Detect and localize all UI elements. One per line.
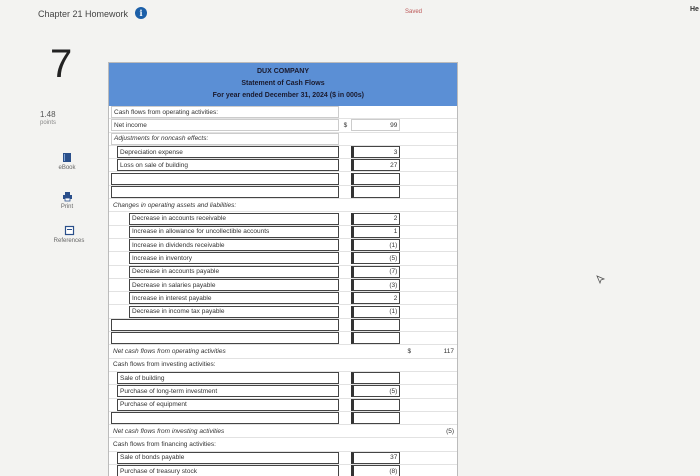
amount-input[interactable]: (5) bbox=[351, 385, 400, 397]
row-label: Net income bbox=[111, 119, 339, 131]
label-input[interactable]: Increase in allowance for uncollectible accounts bbox=[129, 226, 339, 238]
table-row bbox=[109, 159, 457, 172]
label-input[interactable]: Purchase of equipment bbox=[117, 399, 339, 411]
points-label: points bbox=[40, 120, 57, 126]
row-label: Adjustments for noncash effects: bbox=[111, 133, 339, 145]
table-row bbox=[109, 399, 457, 412]
row-label: Cash flows from financing activities: bbox=[113, 441, 216, 449]
table-row bbox=[109, 199, 457, 212]
row-label: Cash flows from operating activities: bbox=[111, 106, 339, 118]
amount-input[interactable]: 99 bbox=[351, 119, 400, 131]
amount-input[interactable]: 2 bbox=[351, 292, 400, 304]
row-label: Net cash flows from operating activities bbox=[113, 347, 226, 355]
amount-input[interactable]: 2 bbox=[351, 213, 400, 225]
amount-input[interactable] bbox=[351, 399, 400, 411]
label-input[interactable]: Decrease in income tax payable bbox=[129, 306, 339, 318]
label-input[interactable] bbox=[111, 186, 339, 198]
amount-input[interactable]: (5) bbox=[351, 252, 400, 264]
label-input[interactable]: Sale of building bbox=[117, 372, 339, 384]
table-row bbox=[109, 465, 457, 476]
table-row bbox=[109, 319, 457, 332]
amount-input[interactable] bbox=[351, 412, 400, 424]
table-row bbox=[109, 266, 457, 279]
statement-header bbox=[109, 63, 457, 106]
print-label: Print bbox=[60, 204, 74, 210]
saved-status: Saved bbox=[405, 9, 423, 15]
table-row bbox=[109, 438, 457, 451]
amount-input[interactable] bbox=[351, 173, 400, 185]
table-row bbox=[109, 252, 457, 265]
row-label: Cash flows from investing activities: bbox=[113, 361, 216, 369]
table-row bbox=[109, 425, 457, 438]
table-row bbox=[109, 146, 457, 159]
references-button[interactable] bbox=[44, 225, 94, 244]
label-input[interactable]: Loss on sale of building bbox=[117, 159, 339, 171]
table-row bbox=[109, 186, 457, 199]
table-row bbox=[109, 372, 457, 385]
printer-icon bbox=[62, 191, 73, 202]
table-row bbox=[109, 226, 457, 239]
amount-input[interactable] bbox=[351, 332, 400, 344]
table-row bbox=[109, 345, 457, 358]
points-display bbox=[40, 110, 56, 128]
amount-input[interactable]: (3) bbox=[351, 279, 400, 291]
amount-input[interactable]: (8) bbox=[351, 465, 400, 476]
amount-input[interactable] bbox=[351, 372, 400, 384]
book-icon bbox=[62, 152, 72, 163]
amount-input[interactable]: 27 bbox=[351, 159, 400, 171]
table-row bbox=[109, 133, 457, 146]
amount-input[interactable]: (1) bbox=[351, 239, 400, 251]
label-input[interactable]: Sale of bonds payable bbox=[117, 452, 339, 464]
company-name: DUX COMPANY bbox=[257, 68, 309, 75]
table-row bbox=[109, 106, 457, 119]
ebook-button[interactable] bbox=[42, 152, 92, 171]
label-input[interactable]: Decrease in accounts payable bbox=[129, 266, 339, 278]
statement-period: For year ended December 31, 2024 ($ in 000s) bbox=[212, 92, 364, 99]
label-input[interactable] bbox=[111, 412, 339, 424]
amount-input[interactable]: (7) bbox=[351, 266, 400, 278]
mouse-cursor-icon bbox=[596, 275, 606, 285]
table-row bbox=[109, 452, 457, 465]
amount-input[interactable]: 37 bbox=[351, 452, 400, 464]
label-input[interactable]: Increase in dividends receivable bbox=[129, 239, 339, 251]
table-row bbox=[109, 239, 457, 252]
table-row bbox=[109, 412, 457, 425]
amount-input[interactable] bbox=[351, 186, 400, 198]
label-input[interactable] bbox=[111, 332, 339, 344]
amount-input[interactable]: 1 bbox=[351, 226, 400, 238]
statement-title: Statement of Cash Flows bbox=[241, 80, 325, 87]
table-row bbox=[109, 172, 457, 185]
table-row bbox=[109, 212, 457, 225]
table-row bbox=[109, 279, 457, 292]
question-number: 7 bbox=[50, 42, 73, 86]
top-bar bbox=[0, 0, 700, 28]
references-icon bbox=[64, 225, 75, 236]
table-row bbox=[109, 332, 457, 345]
label-input[interactable]: Decrease in accounts receivable bbox=[129, 213, 339, 225]
label-input[interactable] bbox=[111, 173, 339, 185]
chapter-title: Chapter 21 Homework bbox=[38, 9, 129, 19]
table-row bbox=[109, 385, 457, 398]
label-input[interactable]: Decrease in salaries payable bbox=[129, 279, 339, 291]
references-label: References bbox=[53, 238, 85, 244]
amount-input[interactable]: 3 bbox=[351, 146, 400, 158]
label-input[interactable]: Increase in inventory bbox=[129, 252, 339, 264]
row-label: Net cash flows from investing activities bbox=[113, 427, 225, 435]
table-row bbox=[109, 305, 457, 318]
amount-input[interactable] bbox=[351, 319, 400, 331]
table-row bbox=[109, 292, 457, 305]
total-amount: 117 bbox=[443, 347, 455, 355]
label-input[interactable]: Purchase of long-term investment bbox=[117, 385, 339, 397]
help-link[interactable]: He bbox=[690, 6, 699, 13]
info-icon[interactable]: i bbox=[135, 7, 147, 19]
table-row bbox=[109, 119, 457, 132]
points-value: 1.48 bbox=[40, 110, 56, 119]
table-row bbox=[109, 359, 457, 372]
print-button[interactable] bbox=[42, 191, 92, 210]
dollar-sign: $ bbox=[343, 121, 348, 129]
dollar-sign: $ bbox=[407, 347, 412, 355]
ebook-label: eBook bbox=[58, 165, 76, 171]
label-input[interactable]: Purchase of treasury stock bbox=[117, 465, 339, 476]
label-input[interactable] bbox=[111, 319, 339, 331]
amount-input[interactable]: (1) bbox=[351, 306, 400, 318]
cash-flow-statement bbox=[108, 62, 458, 476]
label-input[interactable]: Depreciation expense bbox=[117, 146, 339, 158]
total-amount: (5) bbox=[446, 427, 455, 435]
label-input[interactable]: Increase in interest payable bbox=[129, 292, 339, 304]
row-label: Changes in operating assets and liabilities: bbox=[113, 201, 237, 209]
